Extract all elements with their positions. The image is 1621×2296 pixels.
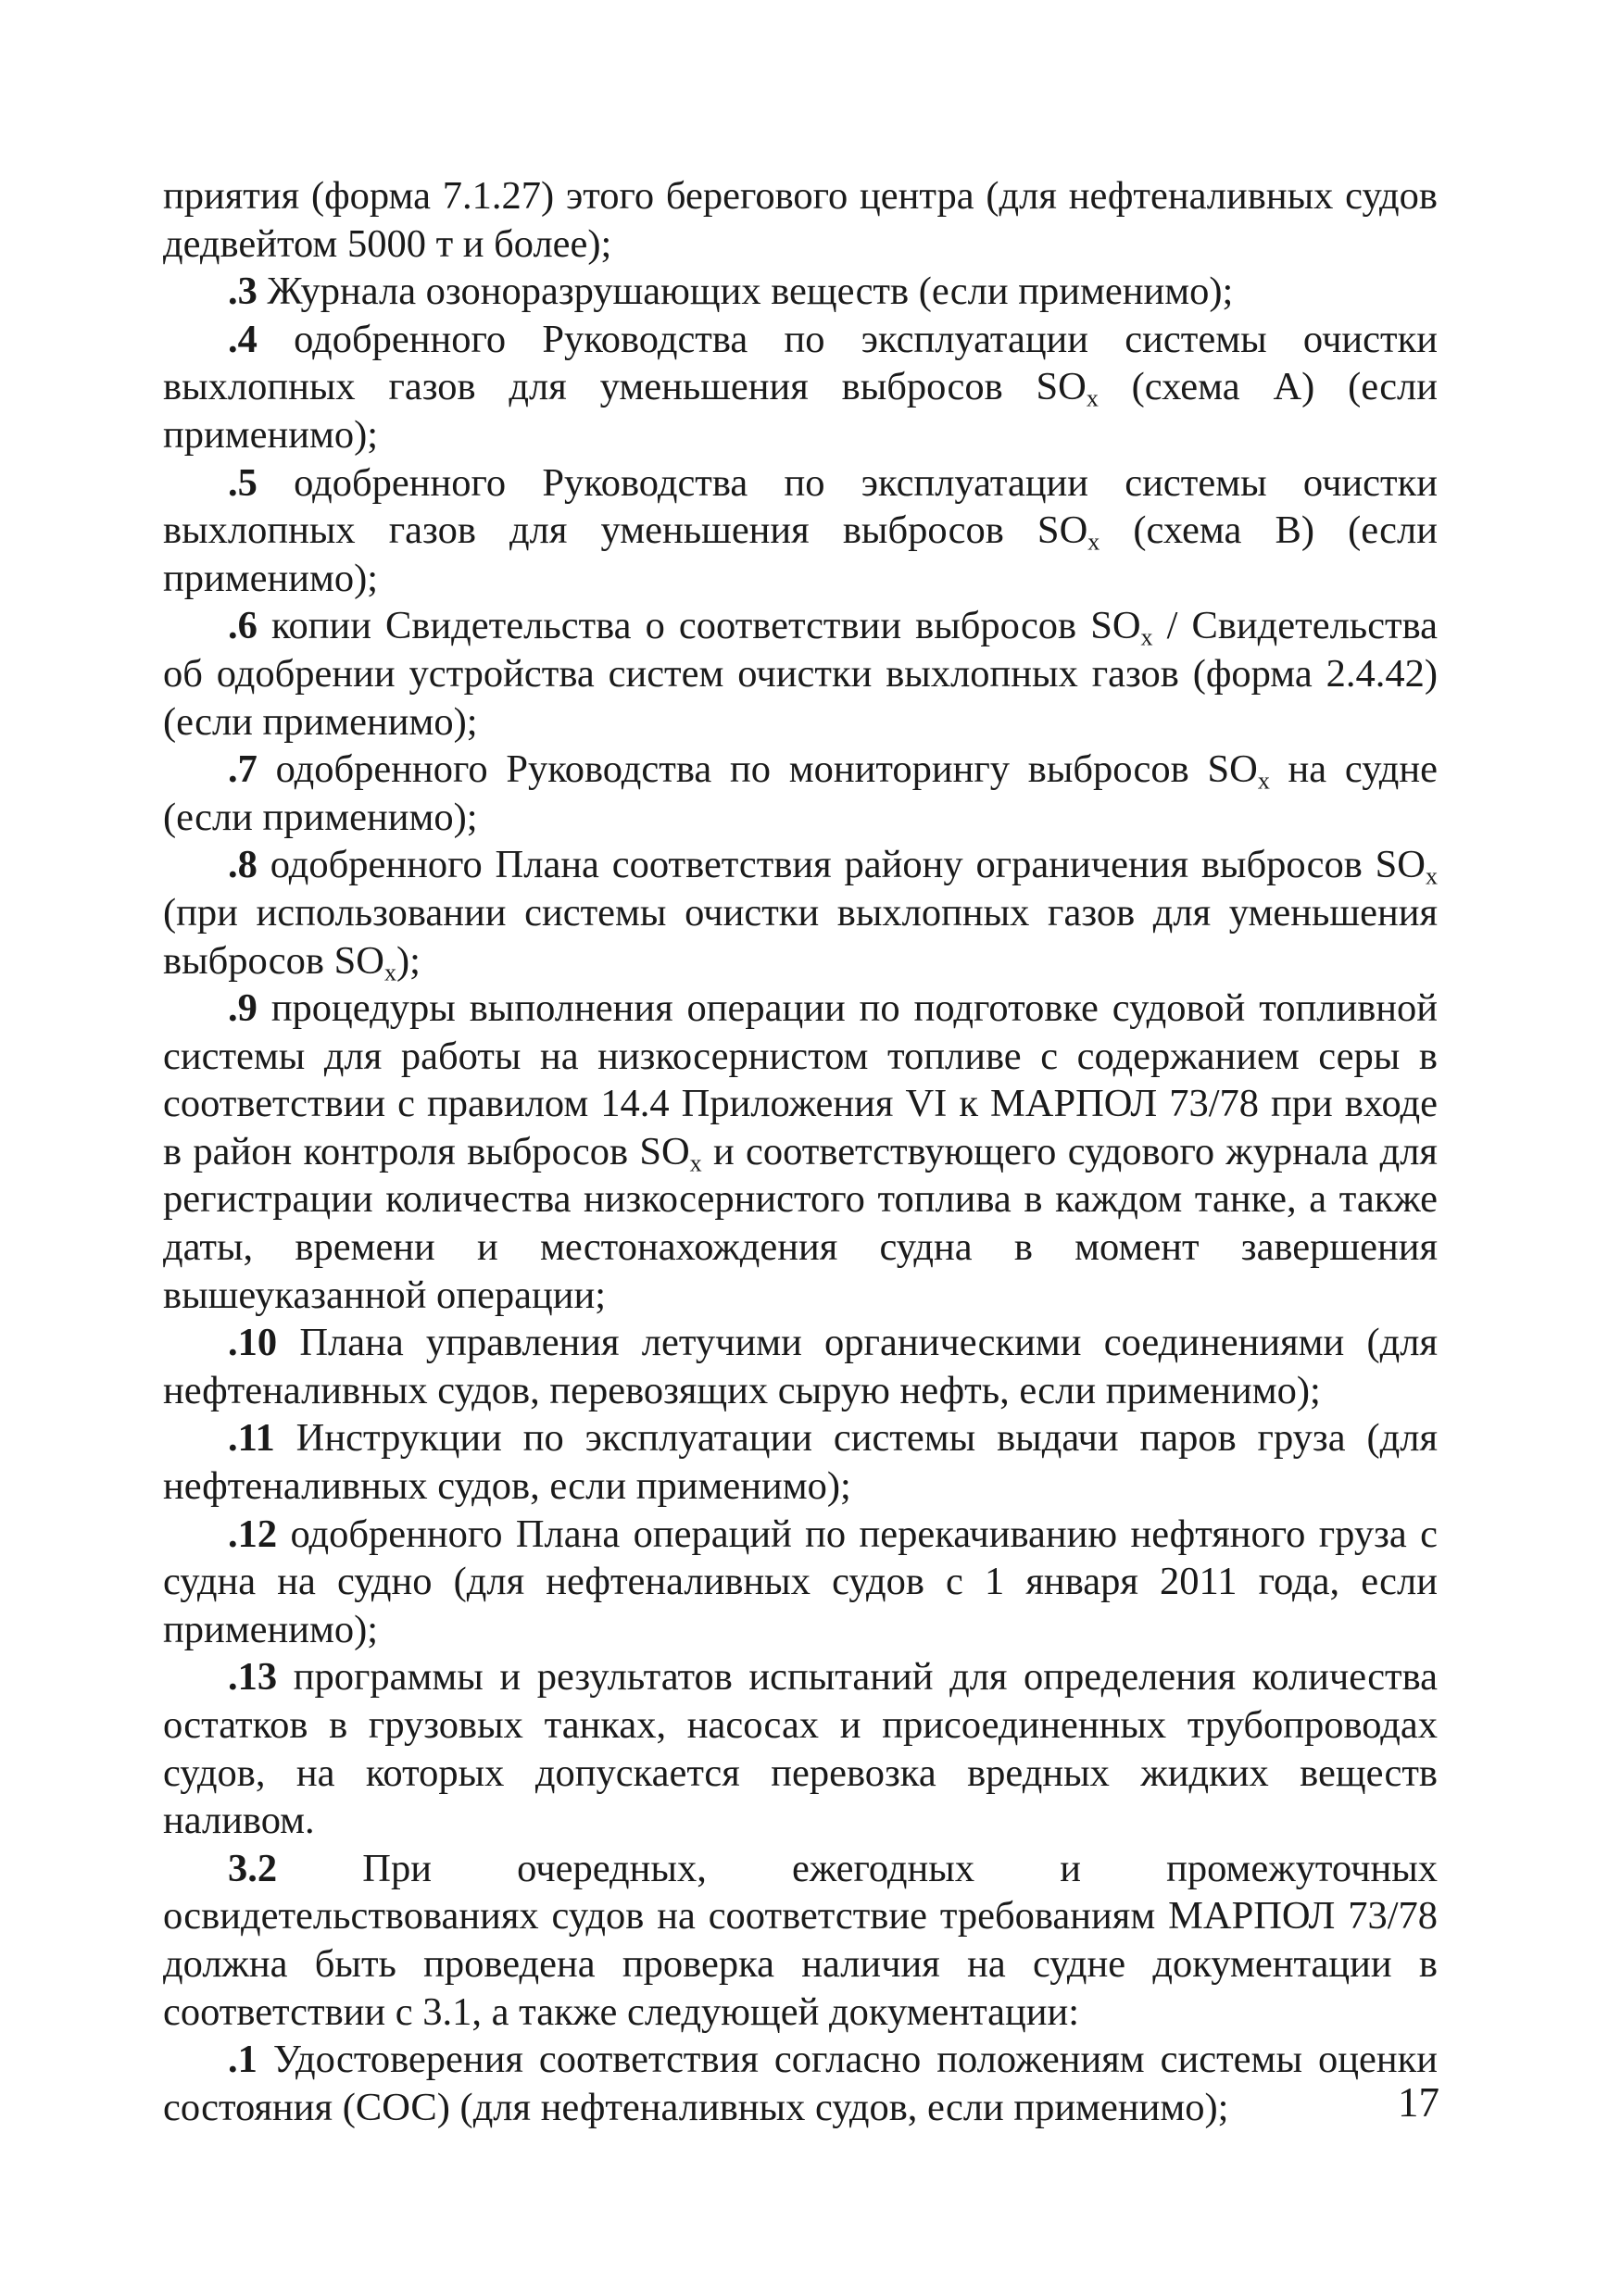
item-marker: .10 [228, 1321, 278, 1365]
text-segment: одобренного Руководства по мониторингу выбросов SO [275, 747, 1258, 792]
item-marker: .8 [228, 843, 258, 887]
item-marker: .13 [228, 1655, 278, 1700]
item-marker: .6 [228, 604, 258, 648]
paragraph-text: При очередных, ежегодных и промежуточных освидетельствованиях судов на соответствие требованиям МАРПОЛ 73/78 должна быть проведена проверка наличия на судне документации в соответствии с 3.1, а также следующей документации: [163, 1846, 1438, 2034]
item-marker: .1 [228, 2038, 258, 2082]
paragraph-text: Удостоверения соответствия согласно положениям системы оценки состояния (СОС) (для нефтеналивных судов, если применимо); [163, 2038, 1438, 2129]
list-item [163, 1653, 1438, 1844]
list-item [163, 459, 1438, 603]
text-segment: / Свидетельства об одобрении устройства систем очистки выхлопных газов (форма 2.4.42) (если применимо); [163, 604, 1438, 744]
subscript: x [1140, 623, 1153, 651]
list-item [163, 2036, 1438, 2131]
subscript: x [1087, 528, 1100, 556]
paragraph-text: Инструкции по эксплуатации системы выдачи паров груза (для нефтеналивных судов, если применимо); [163, 1416, 1439, 1509]
text-segment: на судне (если применимо); [163, 747, 1439, 839]
item-marker: .3 [228, 270, 258, 314]
text-segment: и соответствующего судового журнала для регистрации количества низкосернистого топлива в каждом танке, а также даты, времени и местонахождения судна в момент завершения вышеуказанной операции; [163, 1129, 1438, 1317]
subscript: x [1426, 862, 1439, 890]
item-marker: .5 [228, 460, 258, 505]
text-segment: ); [396, 938, 421, 983]
item-marker: .12 [228, 1512, 278, 1556]
paragraph-text: Плана управления летучими органическими соединениями (для нефтеналивных судов, перевозящих сырую нефть, если применимо); [163, 1321, 1439, 1412]
item-marker: .7 [228, 747, 258, 792]
body-text [163, 172, 1438, 2131]
list-item [163, 985, 1438, 1319]
text-segment: (при использовании системы очистки выхлопных газов для уменьшения выбросов SO [163, 890, 1438, 983]
paragraph-text: программы и результатов испытаний для определения количества остатков в грузовых танках, насосах и присоединенных трубопроводах судов, на которых допускается перевозка вредных жидких веществ наливом. [163, 1655, 1438, 1843]
list-item [163, 1511, 1438, 1654]
subscript: x [1257, 767, 1270, 795]
paragraph-text: Журнала озоноразрушающих веществ (если применимо); [267, 270, 1234, 314]
item-marker: 3.2 [228, 1846, 278, 1890]
subscript: x [689, 1149, 702, 1177]
text-segment: (схема В) (если применимо); [163, 508, 1438, 600]
text-segment: копии Свидетельства о соответствии выбросов SO [270, 604, 1141, 648]
text-segment: (схема А) (если применимо); [163, 365, 1439, 457]
list-item [163, 1414, 1438, 1510]
list-item [163, 841, 1438, 985]
continued-paragraph [163, 172, 1438, 268]
list-item [163, 602, 1438, 746]
text-segment: одобренного Руководства по эксплуатации системы очистки выхлопных газов для уменьшения выбросов SO [163, 317, 1439, 409]
list-item [163, 1845, 1438, 2036]
paragraph-text: приятия (форма 7.1.27) этого берегового центра (для нефтеналивных судов дедвейтом 5000 т и более); [163, 174, 1438, 266]
page-number: 17 [1398, 2079, 1439, 2126]
item-marker: .9 [228, 986, 258, 1031]
text-segment: процедуры выполнения операции по подготовке судовой топливной системы для работы на низкосернистом топливе с содержанием серы в соответствии с правилом 14.4 Приложения VI к МАРПОЛ 73/78 при входе в район контроля выбросов SO [163, 986, 1438, 1173]
text-segment: одобренного Плана соответствия району ограничения выбросов SO [270, 843, 1426, 887]
list-item [163, 746, 1438, 841]
item-marker: .4 [228, 317, 258, 361]
paragraph-text: одобренного Плана операций по перекачиванию нефтяного груза с судна на судно (для нефтеналивных судов с 1 января 2011 года, если применимо); [163, 1512, 1438, 1651]
item-marker: .11 [228, 1416, 275, 1461]
subscript: x [383, 958, 396, 985]
list-item [163, 268, 1438, 316]
list-item [163, 316, 1438, 459]
subscript: x [1086, 384, 1099, 412]
list-item [163, 1319, 1438, 1414]
text-segment: одобренного Руководства по эксплуатации системы очистки выхлопных газов для уменьшения выбросов SO [163, 460, 1439, 553]
